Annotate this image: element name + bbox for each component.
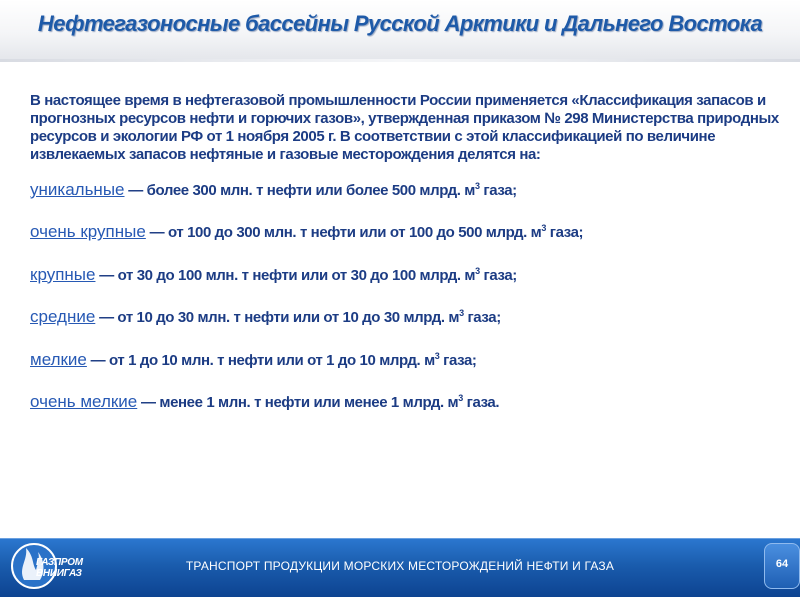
category-item [30, 265, 798, 285]
category-description: — от 10 до 30 млн. т нефти или от 10 до 30 млрд. $м^3$ газа; [95, 308, 501, 327]
category-term: уникальные [30, 180, 125, 199]
logo-line2: ВНИИГАЗ [36, 567, 82, 579]
footer-caption: ТРАНСПОРТ ПРОДУКЦИИ МОРСКИХ МЕСТОРОЖДЕНИЙ НЕФТИ И ГАЗА [185, 559, 615, 573]
category-term: очень мелкие [30, 391, 138, 411]
category-item [30, 180, 798, 200]
category-description: — от 1 до 10 млн. т нефти или от 1 до 10 млрд. $м^3$ газа; [86, 350, 477, 369]
category-term: крупные [30, 264, 96, 284]
category-term: мелкие [30, 349, 87, 369]
category-term: очень крупные [30, 222, 146, 242]
logo-line1: ГАЗПРОМ [36, 557, 83, 568]
page-number: 64 [775, 558, 789, 570]
slide-body [30, 92, 798, 434]
category-description: — от 30 до 100 млн. т нефти или от 30 до 100 млрд. $м^3$ газа; [95, 265, 517, 284]
category-term: средние [30, 307, 96, 327]
category-item [30, 307, 798, 327]
category-item [30, 350, 798, 370]
intro-paragraph: В настоящее время в нефтегазовой промышленности России применяется «Классификация запасов и прогнозных ресурсов нефти и горючих газов», утвержденная приказом № 298 Министерства природных ресурсов и экологии РФ от 1 ноября 2005 г. В соответствии с этой классификацией по величине извлекаемых запасов нефтяные и газовые месторождения делятся на: [30, 92, 779, 163]
category-description: — менее 1 млн. т нефти или менее 1 млрд. $м^3$ газа. [137, 392, 500, 411]
footer [0, 532, 800, 600]
category-item [30, 392, 798, 412]
page-badge [764, 543, 800, 589]
category-item [30, 222, 798, 242]
category-description: — от 100 до 300 млн. т нефти или от 100 до 500 млрд. $м^3$ газа; [145, 223, 584, 242]
slide-title: Нефтегазоносные бассейны Русской Арктики и Дальнего Востока [37, 11, 763, 36]
category-description: — более 300 млн. т нефти или более 500 млрд. $м^3$ газа; [124, 181, 517, 199]
title-band [0, 0, 800, 62]
category-list [30, 180, 798, 412]
